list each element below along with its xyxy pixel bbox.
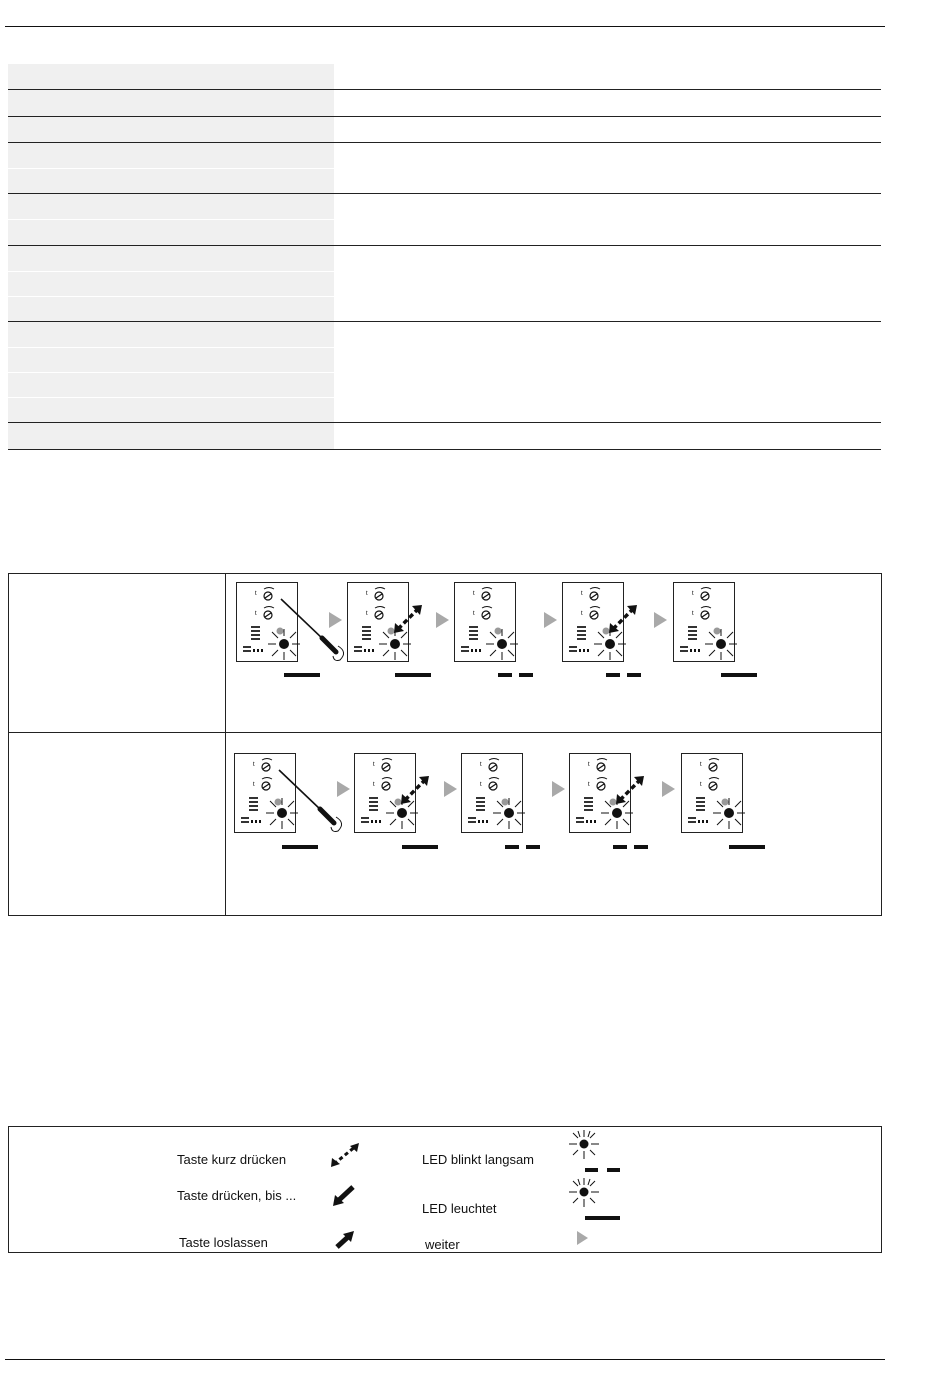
legend-press-short-label: Taste kurz drücken [177,1152,287,1167]
programming-table [8,573,882,916]
legend-box [8,1126,882,1253]
spec-row [8,322,881,423]
led-on-bar [402,845,438,849]
led-blink-bar [634,845,648,849]
spec-row [8,143,881,194]
legend-release-label: Taste loslassen [179,1235,268,1250]
spec-row [8,90,881,117]
bottom-rule [5,1359,885,1360]
next-arrow-icon [544,612,557,628]
svg-text:t: t [700,762,702,768]
press-short-icon [613,773,647,812]
led-icon [709,795,749,836]
led-on-bar [721,673,757,677]
led-icon [489,795,529,836]
spec-label-cell [8,423,334,449]
svg-text:t: t [253,782,255,788]
svg-text:t: t [373,782,375,788]
led-blink-bar [519,673,533,677]
led-blink-bar [607,1168,620,1172]
led-on-bar [729,845,765,849]
legend-press-until-label: Taste drücken, bis ... [177,1188,297,1203]
led-icon [482,626,522,667]
spec-label-cell [8,143,334,193]
press-short-icon [606,602,640,641]
spec-label-cell [8,246,334,321]
led-blink-bar [505,845,519,849]
svg-text:t: t [581,611,583,617]
release-icon [334,1230,356,1255]
svg-text:t: t [581,591,583,597]
spec-label-cell [8,64,334,89]
led-blink-bar [613,845,627,849]
next-arrow-icon [654,612,667,628]
svg-text:t: t [588,762,590,768]
led-icon [701,626,741,667]
spec-label-cell [8,117,334,142]
legend-next-label: weiter [425,1237,460,1252]
next-arrow-icon [444,781,457,797]
spec-label-cell [8,90,334,116]
spec-label-cell [8,194,334,245]
screwdriver-icon [278,596,348,671]
svg-text:t: t [366,611,368,617]
spec-row [8,423,881,450]
programming-row-2 [226,733,881,915]
svg-text:t: t [253,762,255,768]
led-on-bar [395,673,431,677]
svg-text:t: t [473,611,475,617]
svg-text:t: t [473,591,475,597]
led-blink-bar [498,673,512,677]
spec-label-cell [8,322,334,422]
led-on-bar [284,673,320,677]
screwdriver-icon [276,767,346,842]
spec-row [8,194,881,246]
legend-led-blink-label: LED blinkt langsam [422,1152,534,1167]
led-blink-bar [585,1168,598,1172]
top-rule [5,26,885,27]
led-on-bar [585,1216,620,1220]
svg-text:t: t [366,591,368,597]
press-hold-icon [331,1184,357,1213]
press-short-icon [398,773,432,812]
svg-text:t: t [255,591,257,597]
spec-row [8,64,881,90]
programming-row-1 [226,574,881,732]
svg-text:t: t [373,762,375,768]
led-on-icon [564,1176,604,1215]
led-blink-bar [627,673,641,677]
spec-row [8,246,881,322]
next-arrow-icon [662,781,675,797]
legend-led-on-label: LED leuchtet [422,1201,497,1216]
next-arrow-icon [552,781,565,797]
svg-text:t: t [480,782,482,788]
press-short-icon [391,602,425,641]
svg-text:t: t [480,762,482,768]
led-on-bar [282,845,318,849]
svg-text:t: t [692,611,694,617]
svg-text:t: t [700,782,702,788]
led-blink-bar [606,673,620,677]
next-arrow-icon [337,781,350,797]
led-blink-bar [526,845,540,849]
press-short-icon [329,1141,361,1174]
spec-row [8,117,881,143]
svg-text:t: t [255,611,257,617]
svg-text:t: t [588,782,590,788]
led-blink-icon [564,1128,604,1167]
next-arrow-icon [577,1231,588,1245]
next-arrow-icon [329,612,342,628]
next-arrow-icon [436,612,449,628]
svg-text:t: t [692,591,694,597]
